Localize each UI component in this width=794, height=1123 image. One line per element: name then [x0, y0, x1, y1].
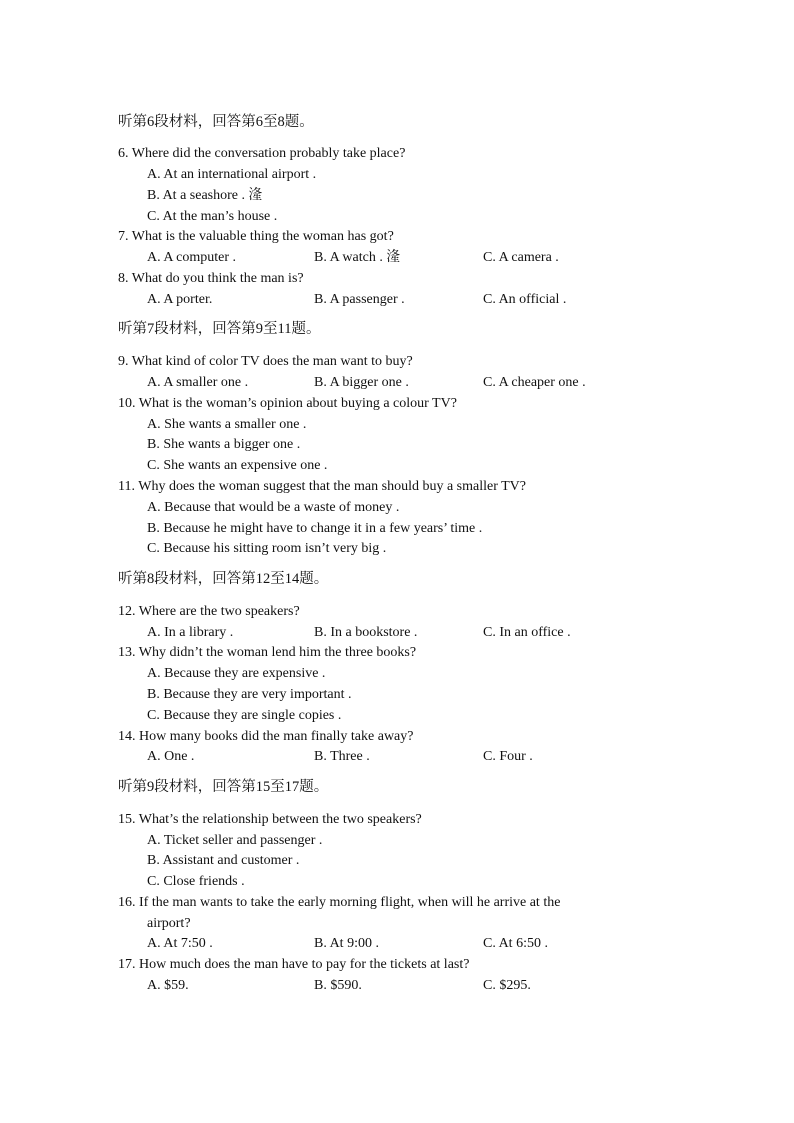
answer-option: A. Ticket seller and passenger .: [147, 833, 323, 848]
question-stem-continuation: airport?: [147, 916, 191, 931]
answer-option: B. Because they are very important .: [147, 687, 352, 702]
question-stem: 9. What kind of color TV does the man want to buy?: [118, 354, 413, 369]
answer-option: B. Three .: [314, 749, 370, 764]
answer-option: C. Four .: [483, 749, 533, 764]
answer-option: A. Because they are expensive .: [147, 666, 326, 681]
answer-option: B. $590.: [314, 978, 362, 993]
answer-option: C. At 6:50 .: [483, 936, 548, 951]
question-stem: 6. Where did the conversation probably take place?: [118, 146, 406, 161]
question-stem: 11. Why does the woman suggest that the man should buy a smaller TV?: [118, 479, 527, 494]
answer-option: B. A passenger .: [314, 292, 405, 307]
answer-option: C. $295.: [483, 978, 531, 993]
question-stem: 10. What is the woman’s opinion about buying a colour TV?: [118, 396, 457, 411]
question-stem: 13. Why didn’t the woman lend him the three books?: [118, 645, 417, 660]
answer-option: A. She wants a smaller one .: [147, 417, 307, 432]
answer-option: A. A computer .: [147, 250, 237, 265]
answer-option: B. Assistant and customer .: [147, 853, 300, 868]
answer-option: C. An official .: [483, 292, 567, 307]
answer-option: A. A smaller one .: [147, 375, 249, 390]
question-stem: 17. How much does the man have to pay for the tickets at last?: [118, 957, 470, 972]
question-stem: 12. Where are the two speakers?: [118, 604, 300, 619]
answer-option: B. Because he might have to change it in a few years’ time .: [147, 521, 483, 536]
answer-option: A. A porter.: [147, 292, 213, 307]
question-stem: 14. How many books did the man finally take away?: [118, 729, 414, 744]
answer-option: B. A bigger one .: [314, 375, 409, 390]
section-title: 听第6段材料，回答第6至8题。: [118, 114, 314, 130]
answer-option: C. A cheaper one .: [483, 375, 586, 390]
answer-option: A. In a library .: [147, 625, 234, 640]
answer-option: C. She wants an expensive one .: [147, 458, 328, 473]
answer-option: B. At a seashore . 湰: [147, 188, 263, 203]
answer-option: A. One .: [147, 749, 195, 764]
answer-option: A. $59.: [147, 978, 189, 993]
answer-option: B. A watch . 湰: [314, 250, 401, 265]
answer-option: C. Close friends .: [147, 874, 245, 889]
answer-option: B. At 9:00 .: [314, 936, 379, 951]
answer-option: A. At an international airport .: [147, 167, 317, 182]
question-stem: 15. What’s the relationship between the two speakers?: [118, 812, 422, 827]
section-title: 听第8段材料，回答第12至14题。: [118, 571, 329, 587]
answer-option: C. Because they are single copies .: [147, 708, 342, 723]
answer-option: C. Because his sitting room isn’t very big .: [147, 541, 387, 556]
answer-option: C. At the man’s house .: [147, 209, 278, 224]
answer-option: C. A camera .: [483, 250, 559, 265]
answer-option: C. In an office .: [483, 625, 571, 640]
question-stem: 16. If the man wants to take the early morning flight, when will he arrive at the: [118, 895, 561, 910]
answer-option: A. Because that would be a waste of money .: [147, 500, 400, 515]
answer-option: B. In a bookstore .: [314, 625, 418, 640]
question-stem: 7. What is the valuable thing the woman has got?: [118, 229, 394, 244]
question-stem: 8. What do you think the man is?: [118, 271, 304, 286]
section-title: 听第7段材料，回答第9至11题。: [118, 321, 321, 337]
answer-option: B. She wants a bigger one .: [147, 437, 301, 452]
answer-option: A. At 7:50 .: [147, 936, 213, 951]
section-title: 听第9段材料，回答第15至17题。: [118, 779, 329, 795]
